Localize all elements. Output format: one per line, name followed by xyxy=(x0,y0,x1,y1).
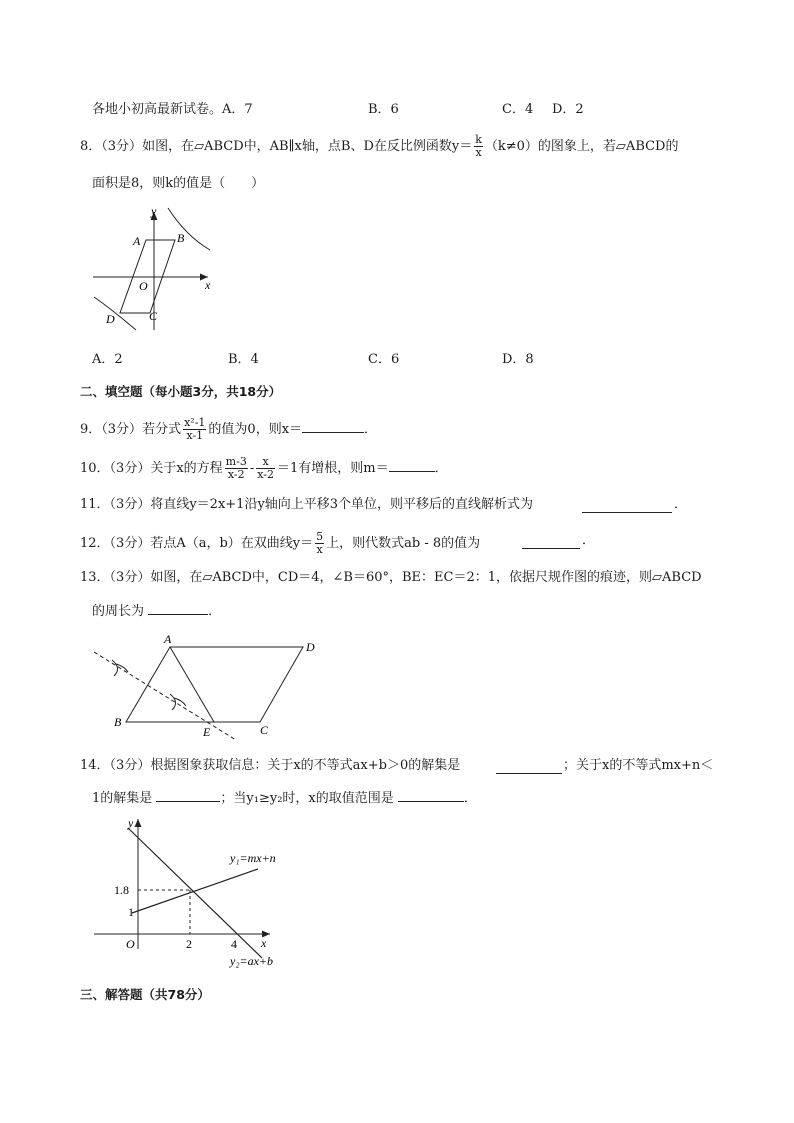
q7-option-a: 各地小初高最新试卷。A．7 xyxy=(92,102,253,117)
section-2-heading: 二、填空题（每小题3分，共18分） xyxy=(80,384,282,399)
q14-label-y: y xyxy=(128,816,134,830)
q9-score: （3分） xyxy=(101,422,143,437)
q13-label-B: B xyxy=(114,715,122,729)
q7-option-d: D．2 xyxy=(552,102,584,117)
q8-option-b: B．4 xyxy=(228,352,259,367)
q11-number: 11． xyxy=(80,497,110,512)
q9-number: 9． xyxy=(80,422,102,437)
q10-fraction-2: $\frac{x}{x-2}$ xyxy=(257,455,274,481)
q8-number: 8． xyxy=(80,139,102,154)
q14-answer-blank-3[interactable] xyxy=(398,789,464,802)
q14-label-x: x xyxy=(261,936,267,950)
q8-option-a: A．2 xyxy=(92,352,123,367)
q12-score: （3分） xyxy=(109,536,151,551)
q14-line2: 1的解集是 ；当y₁≥y₂时，x的取值范围是 ． xyxy=(92,791,477,806)
q9-answer-blank[interactable] xyxy=(302,420,364,433)
q7-option-b: B．6 xyxy=(368,102,399,117)
q10-answer-blank[interactable] xyxy=(389,459,435,472)
q13-label-C: C xyxy=(260,723,269,737)
q8-stem-line1 xyxy=(80,134,678,159)
q8-option-d: D．8 xyxy=(502,352,534,367)
q8-label-B: B xyxy=(177,231,185,245)
q7-options-line xyxy=(92,100,253,120)
q13-score: （3分） xyxy=(109,570,151,585)
q14-tick-1: 1 xyxy=(128,905,134,919)
q11-answer-blank[interactable] xyxy=(582,500,672,513)
q10-score: （3分） xyxy=(109,461,151,476)
q13-figure xyxy=(88,632,328,742)
q8-label-A: A xyxy=(133,234,141,248)
q11-score: （3分） xyxy=(109,497,151,512)
q9-line: 9．（3分）若分式 $\frac{\text{x²-1}}{x-1}$ 的值为0，则x＝ ． xyxy=(80,416,378,442)
q13-number: 13． xyxy=(80,570,110,585)
q10-line: 10．（3分）关于x的方程 $\frac{m-3}{x-2}$ - $\frac{x}{x-2}$ ＝1有增根，则m＝ ． xyxy=(80,455,448,481)
q8-label-y: y xyxy=(151,204,157,218)
q14-score: （3分） xyxy=(109,758,151,773)
q14-answer-blank-1[interactable] xyxy=(496,761,562,774)
q10-number: 10． xyxy=(80,461,110,476)
q7-option-c: C．4 xyxy=(502,102,534,117)
q14-label-O: O xyxy=(126,937,135,951)
q14-answer-blank-2[interactable] xyxy=(156,789,220,802)
q8-label-D: D xyxy=(106,312,115,326)
q8-label-x: x xyxy=(205,278,211,292)
q14-label-y2: y₂=ax+b xyxy=(230,954,274,968)
q11-line: 11．（3分）将直线y＝2x+1沿y轴向上平移3个单位，则平移后的直线解析式为 xyxy=(80,497,534,512)
q14-line1: 14．（3分）根据图象获取信息：关于x的不等式ax+b＞0的解集是 xyxy=(80,758,461,773)
q13-line2: 的周长为 ． xyxy=(92,604,222,619)
q13-label-A: A xyxy=(164,632,172,646)
q14-number: 14． xyxy=(80,758,110,773)
q8-stem-line2: 面积是8，则k的值是（ ） xyxy=(92,176,265,191)
q12-fraction: $\frac{5}{x}$ xyxy=(316,530,324,556)
q8-option-c: C．6 xyxy=(368,352,400,367)
q9-fraction: $\frac{\text{x²-1}}{x-1}$ xyxy=(184,416,206,442)
q14-tick-4: 4 xyxy=(231,937,237,951)
q8-label-O: O xyxy=(139,279,148,293)
q14-tick-1-8: 1.8 xyxy=(114,883,129,897)
q12-number: 12． xyxy=(80,536,110,551)
q14-label-y1: y₁=mx+n xyxy=(230,851,276,865)
q13-label-E: E xyxy=(203,725,211,739)
q10-fraction-1: $\frac{m-3}{x-2}$ xyxy=(225,455,247,481)
q8-fraction: $\frac{k}{x}$ xyxy=(475,133,482,159)
q8-label-C: C xyxy=(149,309,158,323)
q14-tick-2: 2 xyxy=(186,937,192,951)
q8-text1: 如图，在▱ABCD中，AB∥x轴，点B、D在反比例函数y＝ xyxy=(142,139,473,154)
q8-text2: （k≠0）的图象上，若▱ABCD的 xyxy=(484,139,679,154)
q12-answer-blank[interactable] xyxy=(522,536,580,549)
q13-answer-blank[interactable] xyxy=(148,602,208,615)
q8-figure xyxy=(88,200,228,335)
section-3-heading: 三、解答题（共78分） xyxy=(80,987,210,1002)
q8-score: （3分） xyxy=(101,139,143,154)
q12-line: 12．（3分）若点A（a，b）在双曲线y＝ $\frac{5}{x}$ 上，则代数式ab - 8的值为 xyxy=(80,530,481,556)
q14-figure xyxy=(90,813,310,973)
q13-label-D: D xyxy=(306,640,315,654)
q13-line1: 13．（3分）如图，在▱ABCD中，CD＝4，∠B＝60°，BE：EC＝2：1，依据尺规作图的痕迹，则▱ABCD xyxy=(80,570,702,585)
